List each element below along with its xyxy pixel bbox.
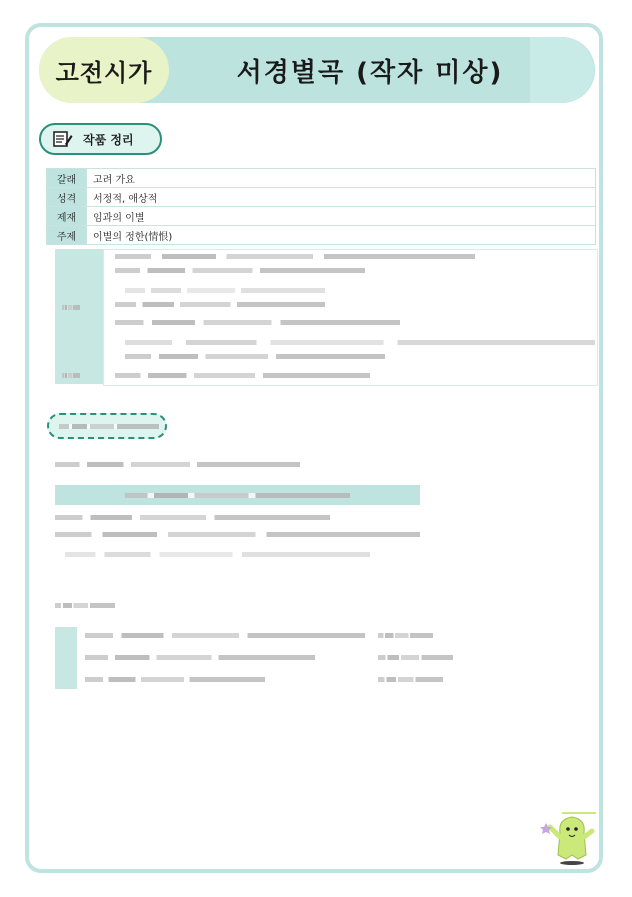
blurred-text — [125, 354, 385, 359]
blurred-text — [115, 268, 365, 273]
page-title: 서경별곡 (작자 미상) — [236, 57, 504, 88]
blurred-text — [62, 373, 80, 378]
row-value: 임과의 이별 — [87, 207, 596, 226]
blurred-text — [378, 677, 443, 682]
category-label: 고전시가 — [55, 58, 153, 87]
row-key: 주제 — [47, 226, 87, 245]
row-value: 고려 가요 — [87, 169, 596, 188]
blurred-text — [55, 515, 330, 520]
blurred-key-column — [55, 249, 103, 384]
table-row — [47, 226, 596, 245]
blurred-text — [85, 655, 315, 660]
blurred-text — [115, 320, 400, 325]
row-key: 성격 — [47, 188, 87, 207]
blurred-text — [65, 552, 370, 557]
blurred-text — [378, 633, 433, 638]
mascot-character — [538, 805, 600, 867]
blurred-text — [59, 424, 159, 429]
table-row — [47, 207, 596, 226]
row-key: 제재 — [47, 207, 87, 226]
blurred-text — [115, 373, 370, 378]
table-row — [47, 169, 596, 188]
blurred-text — [55, 532, 420, 537]
summary-table — [46, 168, 596, 245]
blurred-text — [125, 288, 325, 293]
summary-section-label: 작품 정리 — [83, 132, 134, 147]
blurred-text — [85, 677, 265, 682]
blurred-text — [115, 302, 325, 307]
notebook-pencil-icon — [53, 130, 73, 148]
category-badge — [39, 37, 169, 103]
blurred-key-column — [55, 627, 77, 689]
row-value: 이별의 정한(情恨) — [87, 226, 596, 245]
row-value: 서정적, 애상적 — [87, 188, 596, 207]
summary-section-header — [39, 123, 162, 155]
row-key: 갈래 — [47, 169, 87, 188]
blurred-text — [55, 603, 115, 608]
blurred-text — [378, 655, 453, 660]
table-row — [47, 188, 596, 207]
blurred-text — [55, 462, 300, 467]
blurred-text — [125, 340, 595, 345]
blurred-text — [115, 254, 475, 259]
blurred-text — [62, 305, 80, 310]
blurred-text — [125, 493, 350, 498]
blurred-text — [85, 633, 365, 638]
analysis-section-header — [47, 413, 167, 439]
